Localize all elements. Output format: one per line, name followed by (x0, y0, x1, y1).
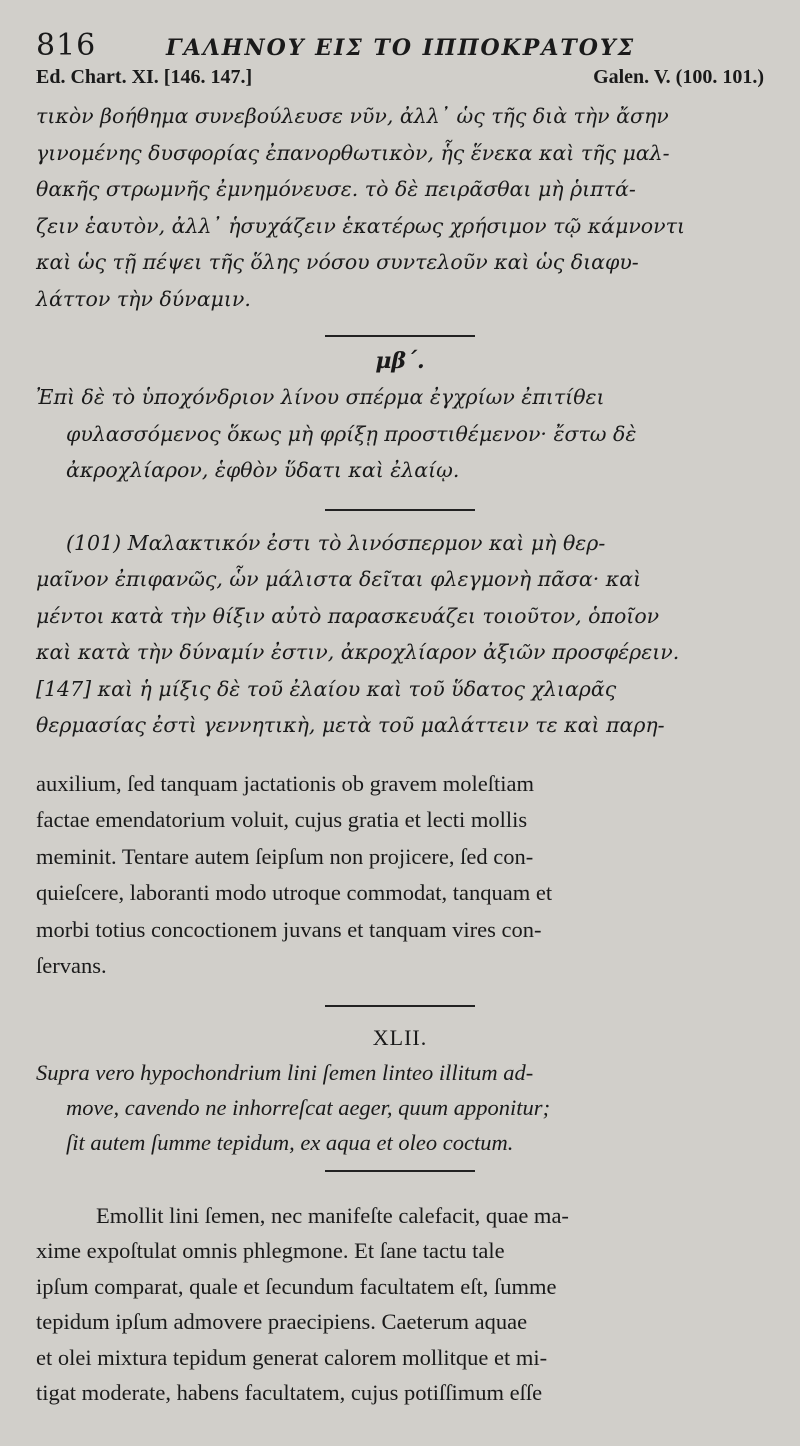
section-divider (325, 335, 475, 337)
greek-text-line: γινομένης δυσφορίας ἐπανορθωτικὸν, ἧς ἕνεκα καὶ τῆς μαλ- (36, 140, 670, 165)
section-divider (325, 509, 475, 511)
greek-text-line: θακῆς στρωμνῆς ἐμνημόνευσε. τὸ δὲ πειρᾶσθαι μὴ ῥιπτά- (36, 177, 636, 201)
section-divider (325, 1170, 475, 1172)
latin-lemma-text: ſit autem ſumme tepidum, ex aqua et oleo coctum. (66, 1129, 514, 1155)
page-number: 816 (36, 28, 97, 63)
section-divider (325, 1005, 475, 1007)
latin-text-line: meminit. Tentare autem ſeipſum non projicere, ſed con- (36, 843, 534, 869)
greek-commentary-line: καὶ κατὰ τὴν δύναμίν ἐστιν, ἀκροχλίαρον ἀξιῶν προσφέρειν. (36, 640, 680, 664)
latin-commentary-line: xime expoſtulat omnis phlegmone. Et ſane tactu tale (36, 1238, 505, 1263)
greek-commentary-line: (101) Μαλακτικόν ἐστι τὸ λινόσπερμον καὶ μὴ θερ- (66, 530, 606, 555)
greek-commentary-line: [147] καὶ ἡ μίξις δὲ τοῦ ἐλαίου καὶ τοῦ ὕδατος χλιαρᾶς (36, 676, 617, 701)
latin-section-number: XLII. (372, 1024, 428, 1050)
latin-lemma-text: Supra vero hypochondrium lini ſemen linteo illitum ad- (36, 1059, 534, 1085)
latin-lemma (36, 1055, 764, 1160)
greek-lemma (36, 379, 764, 489)
greek-text-line: λάττον τὴν δύναμιν. (36, 286, 251, 311)
latin-text-line: auxilium, ſed tanquam jactationis ob gravem moleſtiam (36, 770, 534, 796)
greek-text-block (36, 98, 764, 317)
latin-text-line: ſervans. (36, 953, 107, 978)
greek-section-number: μβ΄. (375, 348, 425, 374)
greek-lemma-line: Ἐπὶ δὲ τὸ ὑποχόνδριον λίνου σπέρμα ἐγχρίων ἐπιτίθει (36, 385, 605, 409)
edition-chartier-ref: Ed. Chart. XI. [146. 147.] (36, 66, 253, 88)
latin-lemma-line (36, 1055, 764, 1090)
latin-lemma-line (36, 1125, 764, 1160)
latin-text-block (36, 766, 764, 985)
latin-text-line: morbi totius concoctionem juvans et tanquam vires con- (36, 916, 542, 942)
latin-commentary-line: ipſum comparat, quale et ſecundum facultatem eſt, ſumme (36, 1273, 557, 1299)
latin-lemma-text: move, cavendo ne inhorreſcat aeger, quum apponitur; (66, 1094, 551, 1120)
latin-text-line: factae emendatorium voluit, cujus gratia et lecti mollis (36, 807, 528, 832)
running-title: ΓΑΛΗΝΟΥ ΕΙΣ ΤΟ ΙΠΠΟΚΡΑΤΟΥΣ (166, 35, 636, 61)
latin-commentary (36, 1198, 764, 1411)
greek-lemma-line: φυλασσόμενος ὅκως μὴ φρίξῃ προστιθέμενον· ἔστω δὲ (66, 421, 637, 446)
latin-lemma-line (36, 1090, 764, 1125)
greek-commentary-line: θερμασίας ἐστὶ γεννητικὴ, μετὰ τοῦ μαλάττειν τε καὶ παρη- (36, 713, 665, 737)
greek-text-line: καὶ ὡς τῇ πέψει τῆς ὅλης νόσου συντελοῦν καὶ ὡς διαφυ- (36, 250, 639, 274)
latin-commentary-line: et olei mixtura tepidum generat calorem mollitque et mi- (36, 1344, 548, 1370)
edition-reference-line (36, 66, 764, 98)
greek-commentary-line: μαῖνον ἐπιφανῶς, ὧν μάλιστα δεῖται φλεγμονὴ πᾶσα· καὶ (36, 567, 642, 591)
greek-lemma-line: ἀκροχλίαρον, ἑφθὸν ὕδατι καὶ ἐλαίῳ. (66, 458, 460, 482)
edition-galen-ref: Galen. V. (100. 101.) (593, 66, 764, 88)
greek-text-line: τικὸν βοήθημα συνεβούλευσε νῦν, ἀλλ᾽ ὡς τῆς διὰ τὴν ἄσην (36, 104, 669, 128)
greek-commentary (36, 525, 764, 744)
greek-commentary-line: μέντοι κατὰ τὴν θίξιν αὐτὸ παρασκευάζει τοιοῦτον, ὁποῖον (36, 603, 660, 628)
greek-text-line: ζειν ἑαυτὸν, ἀλλ᾽ ἡσυχάζειν ἑκατέρως χρήσιμον τῷ κάμνοντι (36, 213, 685, 238)
latin-text-line: quieſcere, laboranti modo utroque commodat, tanquam et (36, 880, 553, 905)
latin-commentary-line: tigat moderate, habens facultatem, cujus potiſſimum eſſe (36, 1380, 543, 1405)
latin-commentary-line: Emollit lini ſemen, nec manifeſte calefacit, quae ma- (96, 1202, 569, 1228)
running-head (36, 28, 764, 66)
latin-commentary-line: tepidum ipſum admovere praecipiens. Caeterum aquae (36, 1309, 528, 1334)
